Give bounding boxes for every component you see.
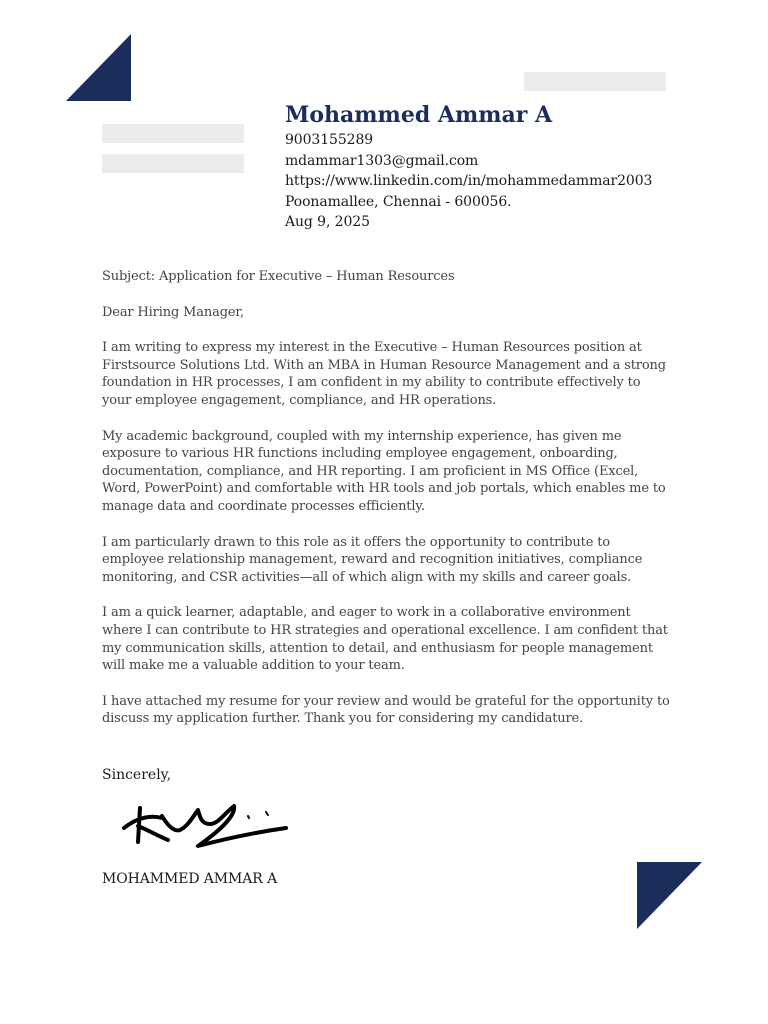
placeholder-bar-left-1 xyxy=(102,124,244,143)
paragraph-3: I am particularly drawn to this role as it offers the opportunity to contribute to employee relationship management, reward and recognition initiatives, compliance monitoring, and CSR activities—all of which align with my skills and career goals. xyxy=(102,534,643,585)
paragraph-5: I have attached my resume for your review and would be grateful for the opportunity to discuss my application further. Thank you for considering my candidature. xyxy=(102,693,670,727)
letter-date: Aug 9, 2025 xyxy=(285,214,370,230)
paragraph-4: I am a quick learner, adaptable, and eager to work in a collaborative environment where I can contribute to HR strategies and operational excellence. I am confident that my communication skills, attention to detail, and enthusiasm for people management will make me a valuable addition to your team. xyxy=(102,605,668,674)
corner-triangle-bottom-right xyxy=(637,862,702,929)
linkedin-url: https://www.linkedin.com/in/mohammedammar2003 xyxy=(285,173,653,189)
signer-name: MOHAMMED AMMAR A xyxy=(102,871,278,887)
placeholder-bar-left-2 xyxy=(102,154,244,173)
letter-body xyxy=(102,268,670,746)
postal-address: Poonamallee, Chennai - 600056. xyxy=(285,193,512,210)
subject-line: Subject: Application for Executive – Human Resources xyxy=(102,269,455,284)
applicant-name: Mohammed Ammar A xyxy=(285,102,553,128)
paragraph-2: My academic background, coupled with my internship experience, has given me exposure to various HR functions including employee engagement, onboarding, documentation, compliance, and HR reporting. I am proficient in MS Office (Excel, Word, PowerPoint) and comfortable with HR tools and job portals, which enables me to manage data and coordinate processes efficiently. xyxy=(102,428,666,514)
handwritten-signature xyxy=(118,796,290,856)
corner-triangle-top-left xyxy=(66,34,131,101)
placeholder-bar-top-right xyxy=(524,72,666,91)
phone-number: 9003155289 xyxy=(285,132,374,148)
email-address: mdammar1303@gmail.com xyxy=(285,152,479,169)
contact-block xyxy=(285,100,705,233)
closing: Sincerely, xyxy=(102,767,172,783)
salutation: Dear Hiring Manager, xyxy=(102,304,245,320)
paragraph-1: I am writing to express my interest in the Executive – Human Resources position at Firstsource Solutions Ltd. With an MBA in Human Resource Management and a strong foundation in HR processes, I am confident in my ability to contribute effectively to your employee engagement, compliance, and HR operations. xyxy=(102,340,666,408)
